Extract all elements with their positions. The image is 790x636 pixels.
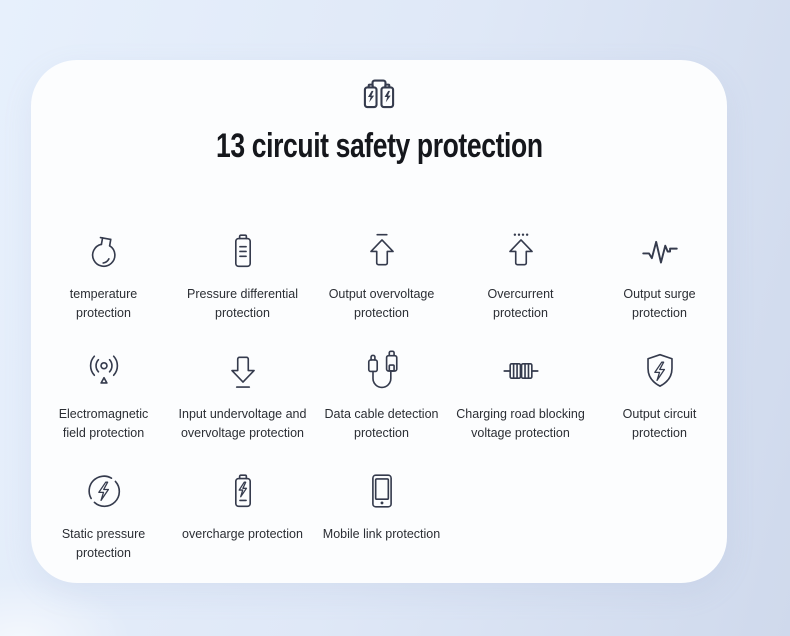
protection-item-temperature [34, 223, 173, 323]
label-line: field protection [62, 426, 145, 440]
protection-item-mobile-link [312, 463, 451, 563]
label-line: Input undervoltage and [178, 407, 307, 421]
safety-card [31, 60, 727, 583]
label-line: protection [76, 546, 131, 560]
dual-battery-charging-icon [356, 73, 402, 113]
label-line: protection [76, 306, 131, 320]
circle-bolt-icon [81, 463, 127, 519]
label-line: overcharge protection [182, 527, 303, 541]
protection-item-output-overvoltage [312, 223, 451, 323]
label-line: Static pressure [61, 527, 146, 541]
protection-label [59, 405, 149, 443]
protection-item-electromagnetic-field [34, 343, 173, 443]
label-line: Data cable detection [324, 407, 439, 421]
label-line: Output surge [623, 287, 696, 301]
electromagnetic-signal-icon [81, 343, 127, 399]
page-title: 13 circuit safety protection [215, 127, 543, 165]
label-line: protection [632, 426, 687, 440]
label-line: Electromagnetic [58, 407, 149, 421]
arrow-up-dots-icon [498, 223, 544, 279]
protection-item-static-pressure [34, 463, 173, 563]
label-line: protection [354, 306, 409, 320]
protection-label [182, 525, 303, 544]
protection-label [62, 525, 145, 563]
inline-fuse-icon [498, 343, 544, 399]
label-line: Mobile link protection [322, 527, 441, 541]
label-line: Overcurrent [487, 287, 554, 301]
protection-label [456, 405, 585, 443]
protection-item-overcharge [173, 463, 312, 563]
label-line: Output overvoltage [328, 287, 435, 301]
protection-label [623, 405, 697, 443]
label-line: protection [632, 306, 687, 320]
protection-label [325, 405, 439, 443]
protection-item-data-cable [312, 343, 451, 443]
protection-label [179, 405, 307, 443]
battery-bolt-icon [220, 463, 266, 519]
protection-item-output-surge [590, 223, 729, 323]
protection-label [187, 285, 298, 323]
protection-label [70, 285, 137, 323]
protection-item-overcurrent [451, 223, 590, 323]
protection-item-charging-road-blocking [451, 343, 590, 443]
protection-item-input-undervoltage [173, 343, 312, 443]
label-line: Pressure differential [187, 287, 298, 301]
surge-waveform-icon [637, 223, 683, 279]
protection-grid [31, 223, 729, 563]
battery-level-icon [220, 223, 266, 279]
label-line: protection [215, 306, 270, 320]
phone-icon [359, 463, 405, 519]
label-line: voltage protection [471, 426, 570, 440]
protection-item-pressure-differential [173, 223, 312, 323]
usb-cable-icon [359, 343, 405, 399]
arrow-up-limit-icon [359, 223, 405, 279]
label-line: protection [354, 426, 409, 440]
label-line: overvoltage protection [180, 426, 304, 440]
protection-label [323, 525, 440, 544]
protection-item-output-circuit [590, 343, 729, 443]
protection-label [488, 285, 554, 323]
label-line: Output circuit [622, 407, 697, 421]
label-line: Charging road blocking [456, 407, 585, 421]
protection-label [623, 285, 695, 323]
protection-label [329, 285, 435, 323]
arrow-down-limit-icon [220, 343, 266, 399]
shield-bolt-icon [637, 343, 683, 399]
label-line: temperature [69, 287, 138, 301]
temperature-bulb-icon [81, 223, 127, 279]
label-line: protection [493, 306, 548, 320]
